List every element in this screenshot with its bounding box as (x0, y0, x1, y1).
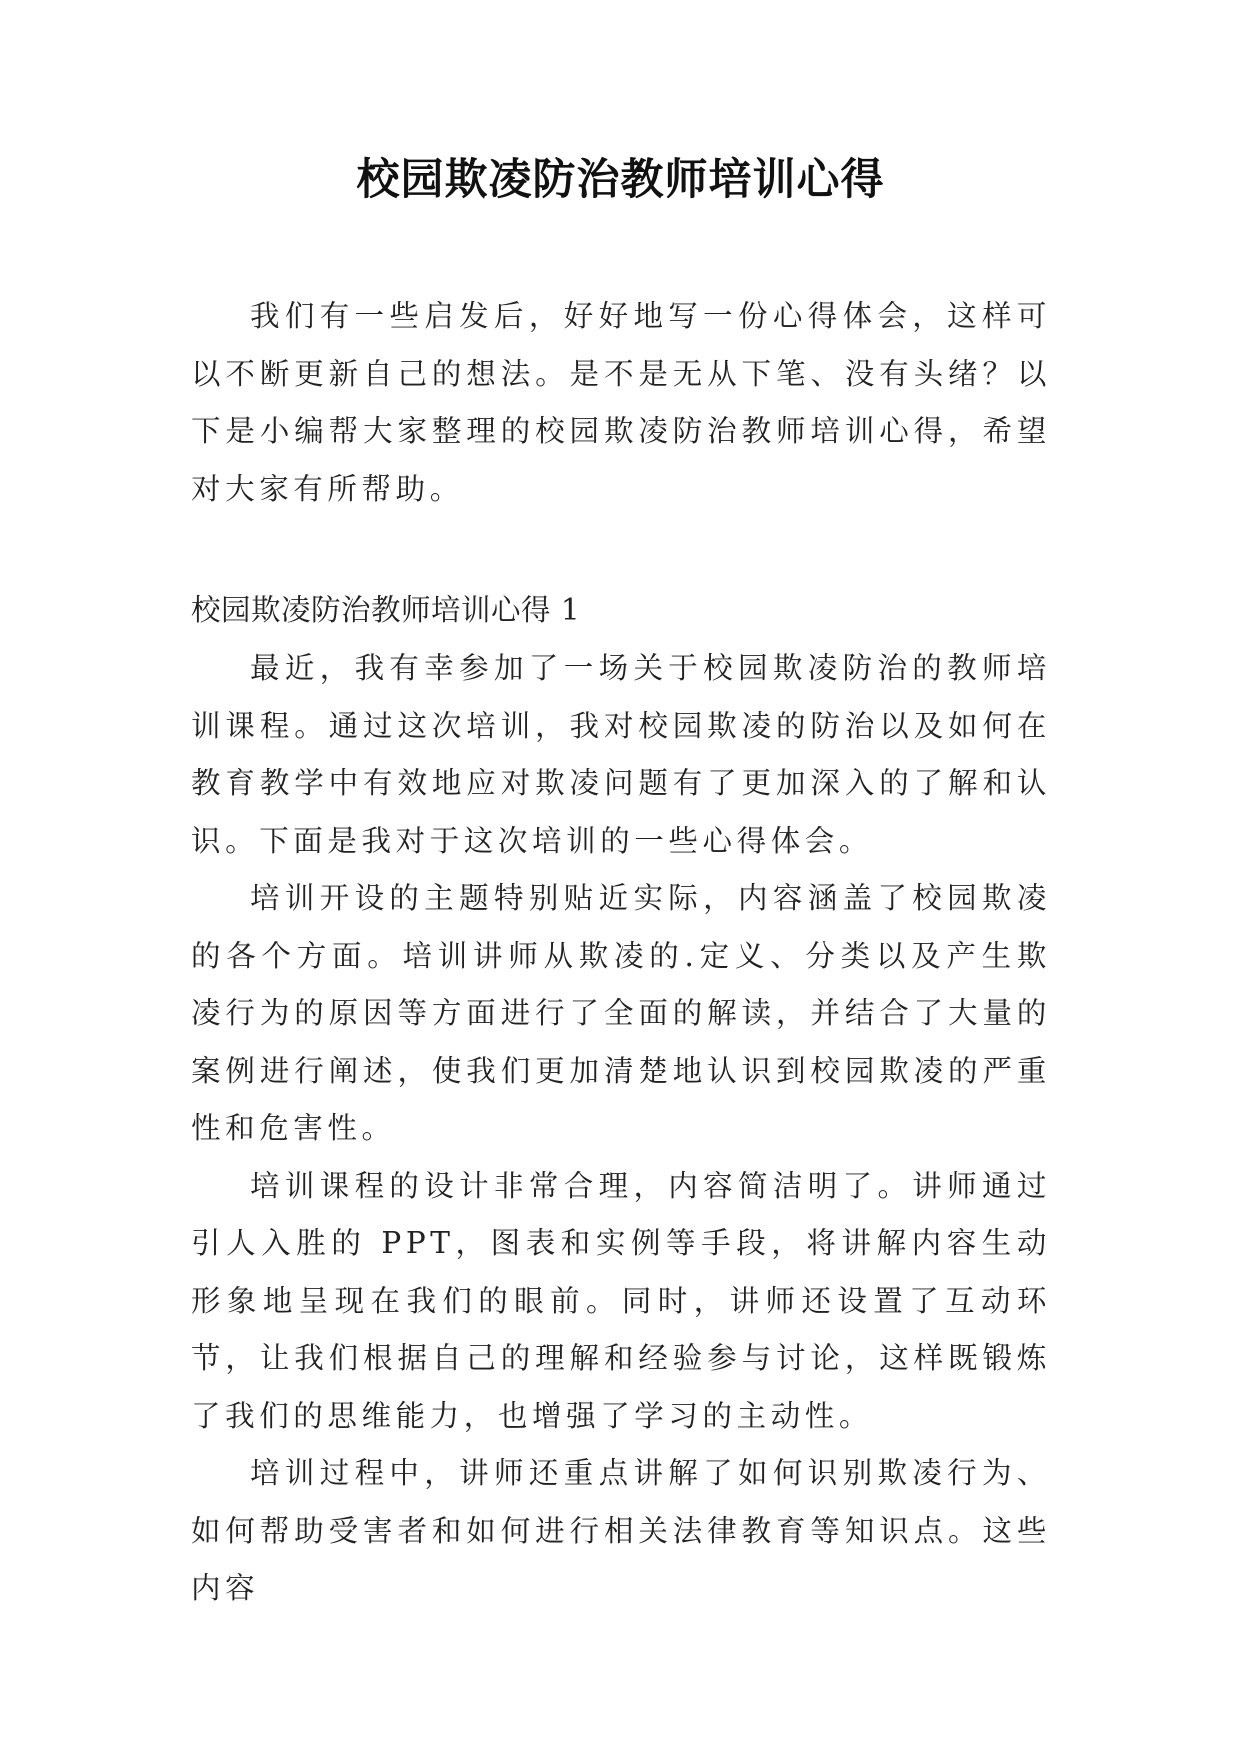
section-heading: 校园欺凌防治教师培训心得 1 (191, 593, 581, 627)
section-body (191, 640, 1051, 1618)
body-paragraph: 培训过程中，讲师还重点讲解了如何识别欺凌行为、如何帮助受害者和如何进行相关法律教育等知识点。这些内容 (191, 1456, 1051, 1605)
intro-block (191, 288, 1051, 518)
body-paragraph: 最近，我有幸参加了一场关于校园欺凌防治的教师培训课程。通过这次培训，我对校园欺凌的防治以及如何在教育教学中有效地应对欺凌问题有了更加深入的了解和认识。下面是我对于这次培训的一些心得体会。 (191, 651, 1051, 858)
body-paragraph: 培训课程的设计非常合理，内容简洁明了。讲师通过引人入胜的 PPT，图表和实例等手段，将讲解内容生动形象地呈现在我们的眼前。同时，讲师还设置了互动环节，让我们根据自己的理解和经验参与讨论，这样既锻炼了我们的思维能力，也增强了学习的主动性。 (191, 1168, 1051, 1433)
body-paragraph: 培训开设的主题特别贴近实际，内容涵盖了校园欺凌的各个方面。培训讲师从欺凌的.定义、分类以及产生欺凌行为的原因等方面进行了全面的解读，并结合了大量的案例进行阐述，使我们更加清楚地认识到校园欺凌的严重性和危害性。 (191, 881, 1051, 1145)
intro-paragraph: 我们有一些启发后，好好地写一份心得体会，这样可以不断更新自己的想法。是不是无从下笔、没有头绪？以下是小编帮大家整理的校园欺凌防治教师培训心得，希望对大家有所帮助。 (191, 299, 1051, 506)
document-title: 校园欺凌防治教师培训心得 (356, 155, 885, 205)
